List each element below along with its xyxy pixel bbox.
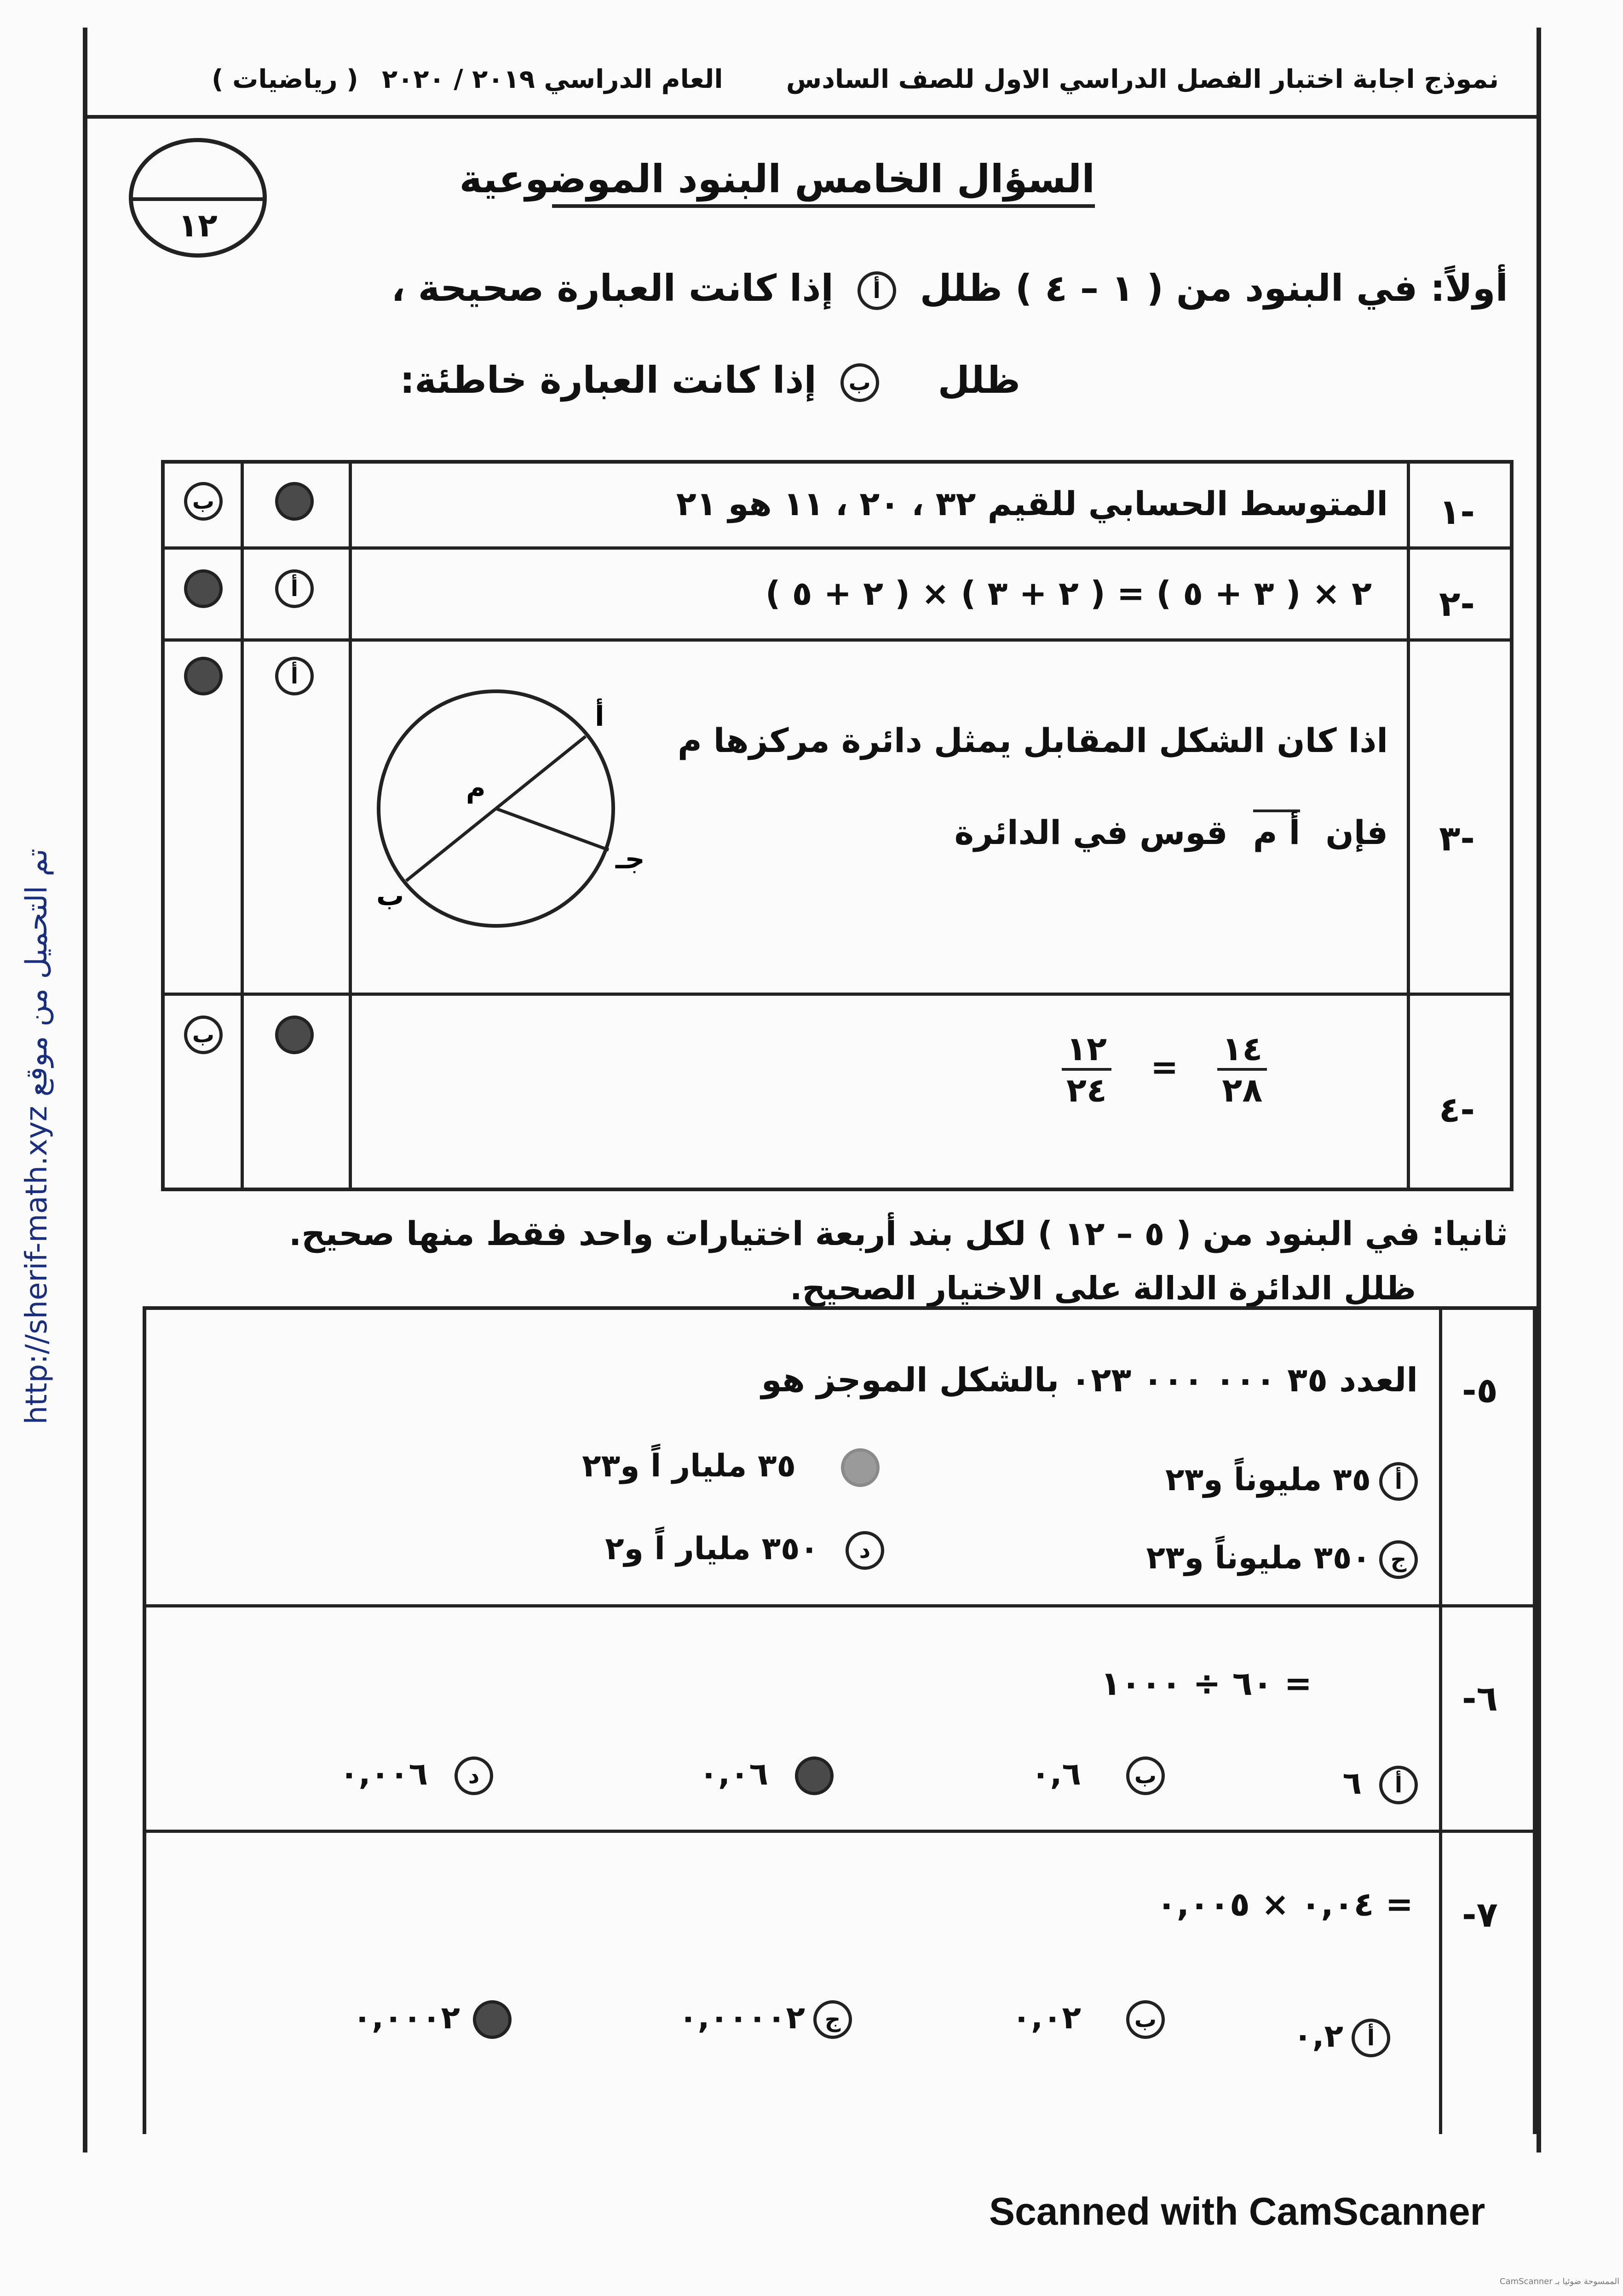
row-divider	[165, 638, 1510, 642]
item-5-option-d[interactable]	[605, 1531, 884, 1570]
part2-instruction-2: ظلل الدائرة الدالة على الاختيار الصحيح.	[790, 1269, 1416, 1307]
item-5-option-a-text: ٣٥ مليوناً و٢٣	[1165, 1462, 1371, 1498]
item-3-bubble-b[interactable]	[184, 657, 223, 695]
header-divider	[87, 115, 1537, 119]
item-1-number: -١	[1439, 491, 1475, 532]
item-3-arc-label: أ م	[1253, 809, 1301, 852]
row-divider	[146, 1604, 1533, 1607]
item-7-option-c[interactable]	[679, 2000, 852, 2039]
item-6-option-b[interactable]	[1031, 1756, 1165, 1795]
item-6-option-c[interactable]	[699, 1756, 834, 1795]
item-7-bubble-b[interactable]: ب	[1126, 2000, 1165, 2039]
score-divider	[133, 197, 263, 201]
site-watermark	[9, 846, 60, 1444]
part2-instruction-1: ثانيا: في البنود من ( ٥ – ١٢ ) لكل بند أربعة اختيارات واحد فقط منها صحيح.	[288, 1214, 1508, 1253]
score-value: ١٢	[178, 207, 218, 244]
scanner-footer: Scanned with CamScanner	[989, 2190, 1485, 2233]
item-5-option-c[interactable]	[1146, 1540, 1418, 1579]
item-5-bubble-b[interactable]	[841, 1448, 880, 1487]
score-circle	[129, 138, 267, 258]
item-7-option-a[interactable]	[1293, 2018, 1390, 2057]
part1-instruction-1	[391, 267, 1508, 310]
multiple-choice-table	[143, 1306, 1537, 2134]
part1-instruction-1b: إذا كانت العبارة صحيحة ،	[391, 267, 834, 310]
col-divider	[349, 464, 352, 1188]
watermark-text: http://sherif-math.xyz تم التحميل من موقع	[20, 849, 54, 1424]
item-5-bubble-d[interactable]: د	[846, 1531, 884, 1570]
radius-ma	[496, 736, 586, 809]
item-6-option-d[interactable]	[340, 1756, 493, 1795]
header-title: نموذج اجابة اختبار الفصل الدراسي الاول للصف السادس	[786, 64, 1499, 94]
col-divider	[1407, 464, 1410, 1188]
scanner-tiny-label: CamScanner الممسوحة ضوئيا بـ	[1500, 2277, 1620, 2286]
section-title: السؤال الخامس البنود الموضوعية	[552, 156, 1095, 208]
item-2-number: -٢	[1439, 583, 1475, 624]
item-6-bubble-a[interactable]: أ	[1379, 1766, 1418, 1804]
item-4-equals: =	[1150, 1047, 1179, 1086]
item-3-number: -٣	[1439, 818, 1475, 859]
item-7-number: -٧	[1462, 1894, 1498, 1935]
col-divider	[1439, 1310, 1442, 2134]
item-7-bubble-d[interactable]	[473, 2000, 512, 2039]
item-7-option-a-text: ٠,٢	[1293, 2018, 1343, 2055]
item-7-bubble-a[interactable]: أ	[1352, 2019, 1390, 2057]
item-6-question: ٦٠ ÷ ١٠٠٠ =	[1100, 1664, 1312, 1703]
item-1-statement: المتوسط الحسابي للقيم ٣٢ ، ٢٠ ، ١١ هو ٢١	[676, 484, 1388, 523]
label-c: جـ	[616, 843, 645, 875]
circle-diagram	[358, 666, 671, 951]
item-7-option-c-text: ٠,٠٠٠٠٢	[679, 2000, 805, 2036]
item-3-bubble-a[interactable]: أ	[275, 657, 314, 695]
item-6-number: -٦	[1462, 1678, 1498, 1719]
row-divider	[165, 546, 1510, 550]
item-4-number: -٤	[1439, 1089, 1475, 1130]
label-b: ب	[376, 880, 404, 912]
item-5-option-d-text: ٣٥٠ مليار اً و٢	[605, 1531, 819, 1567]
item-3-statement-line1: اذا كان الشكل المقابل يمثل دائرة مركزها م	[677, 721, 1388, 760]
item-7-option-b-text: ٠,٠٢	[1012, 2000, 1081, 2036]
item-5-bubble-a[interactable]: أ	[1379, 1462, 1418, 1501]
item-6-bubble-d[interactable]: د	[455, 1756, 493, 1795]
item-7-option-b[interactable]	[1012, 2000, 1165, 2039]
item-5-option-b[interactable]	[582, 1448, 880, 1487]
item-5-option-b-text: ٣٥ مليار اً و٢٣	[582, 1448, 796, 1484]
item-6-option-a[interactable]	[1342, 1765, 1418, 1804]
part1-instruction-2a: ظلل	[938, 359, 1020, 402]
item-6-option-c-text: ٠,٠٦	[699, 1756, 768, 1792]
item-6-bubble-c[interactable]	[795, 1756, 834, 1795]
item-4-bubble-a[interactable]	[275, 1016, 314, 1054]
item-2-statement: ٢ × ( ٣ + ٥ ) = ( ٢ + ٣ ) × ( ٢ + ٥ )	[765, 574, 1372, 613]
part1-instruction-2b: إذا كانت العبارة خاطئة:	[400, 359, 817, 402]
item-4-bubble-b[interactable]: ب	[184, 1016, 223, 1054]
item-7-option-d-text: ٠,٠٠٠٢	[352, 2000, 460, 2036]
radius-mc	[496, 809, 609, 850]
item-2-bubble-a[interactable]: أ	[275, 569, 314, 608]
item-6-option-b-text: ٠,٦	[1031, 1756, 1081, 1792]
item-5-option-a[interactable]	[1165, 1462, 1418, 1501]
fraction-14-28-num: ١٤	[1217, 1029, 1267, 1071]
item-1-bubble-b[interactable]: ب	[184, 482, 223, 521]
part1-instruction-1a: أولاً: في البنود من ( ١ – ٤ ) ظلل	[920, 267, 1508, 310]
bubble-b-icon: ب	[840, 363, 879, 402]
item-5-number: -٥	[1462, 1370, 1498, 1411]
item-6-bubble-b[interactable]: ب	[1126, 1756, 1165, 1795]
item-2-bubble-b[interactable]	[184, 569, 223, 608]
item-5-option-c-text: ٣٥٠ مليوناً و٢٣	[1146, 1540, 1371, 1576]
part1-instruction-2	[400, 359, 1020, 402]
fraction-12-24-num: ١٢	[1062, 1029, 1111, 1071]
item-6-option-d-text: ٠,٠٠٦	[340, 1756, 428, 1792]
item-7-bubble-c[interactable]: ج	[813, 2000, 852, 2039]
label-m: م	[466, 772, 486, 804]
item-5-bubble-c[interactable]: ج	[1379, 1540, 1418, 1579]
item-1-bubble-a[interactable]	[275, 482, 314, 521]
fraction-12-24-den: ٢٤	[1066, 1071, 1107, 1109]
item-3-word-then: فإن	[1325, 813, 1388, 852]
item-7-option-d[interactable]	[353, 2000, 512, 2039]
row-divider	[165, 993, 1510, 996]
fraction-14-28-den: ٢٨	[1222, 1071, 1263, 1109]
label-a: أ	[595, 700, 604, 733]
row-divider	[146, 1830, 1533, 1833]
header-year: العام الدراسي ٢٠١٩ / ٢٠٢٠	[382, 64, 723, 94]
item-6-option-a-text: ٦	[1342, 1765, 1362, 1802]
header-subject: ( رياضيات )	[212, 64, 358, 94]
col-divider	[241, 464, 244, 1188]
radius-mb	[406, 809, 496, 881]
item-5-question: العدد ٣٥ ٠٠٠ ٠٠٠ ٠٢٣ بالشكل الموجز هو	[761, 1360, 1418, 1399]
true-false-table	[161, 460, 1514, 1191]
fraction-12-24	[1062, 1029, 1111, 1109]
item-3-statement-line2	[955, 813, 1388, 852]
bubble-a-icon: أ	[858, 271, 896, 310]
fraction-14-28	[1217, 1029, 1267, 1109]
item-7-question: ٠,٠٤ × ٠,٠٠٥ =	[1156, 1885, 1413, 1923]
item-4-statement	[1062, 1029, 1267, 1109]
item-3-word-arc: قوس في الدائرة	[954, 813, 1228, 852]
